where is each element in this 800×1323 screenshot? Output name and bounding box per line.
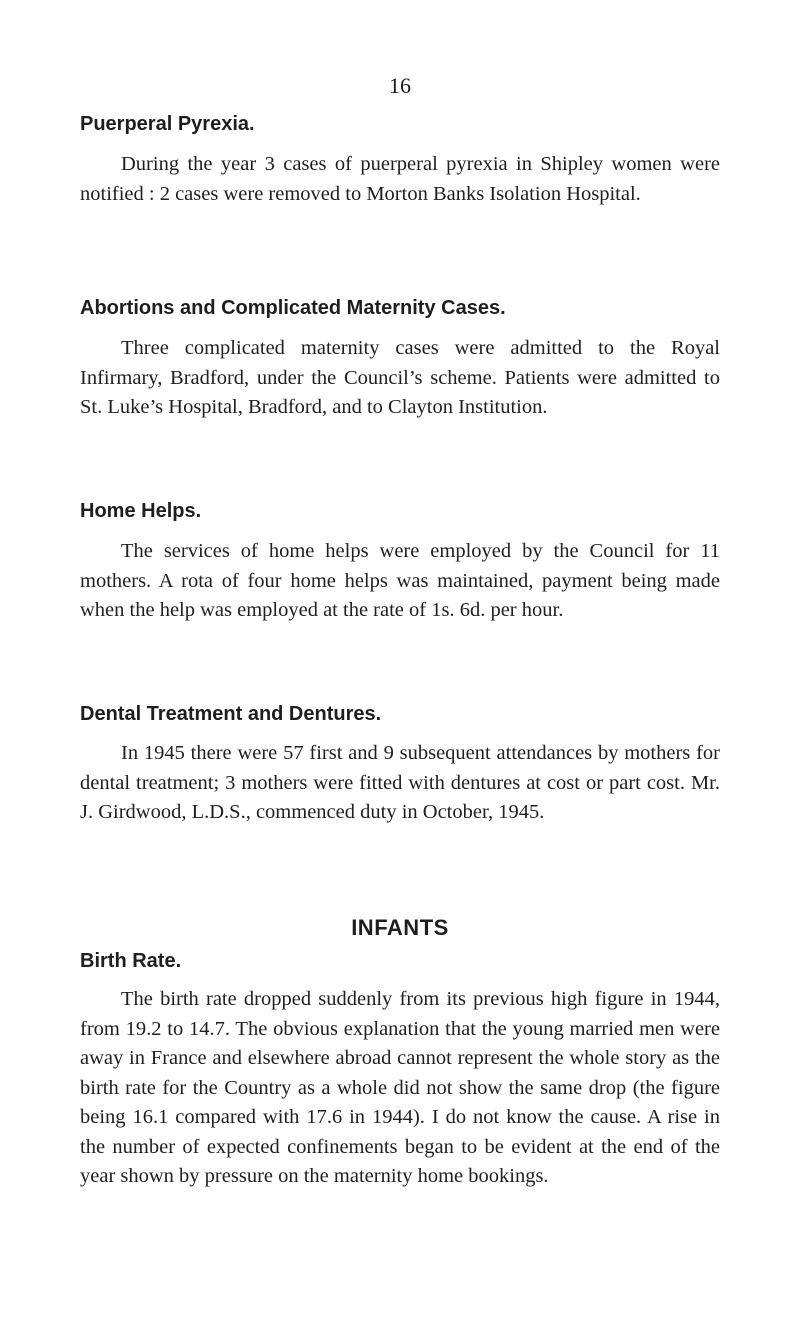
heading-puerperal-pyrexia: Puerperal Pyrexia. [80, 113, 255, 135]
heading-dental-treatment: Dental Treatment and Dentures. [80, 703, 382, 725]
paragraph-puerperal-pyrexia: During the year 3 cases of puerperal pyrexia in Shipley women were notified : 2 cases were removed to Morton Banks Isolation Hospital. [80, 153, 720, 205]
paragraph-birth-rate: The birth rate dropped suddenly from its previous high figure in 1944, from 19.2 to 14.7. The obvious explanation that the young married men were away in France and elsewhere abroad cannot represent the whole story as the birth rate for the Country as a whole did not show the same drop (the figure being 16.1 compared with 17.6 in 1944). I do not know the cause. A rise in the number of expected confinements began to be evident at the end of the year shown by pressure on the maternity home bookings. [80, 988, 720, 1187]
page-number: 16 [389, 73, 411, 98]
paragraph-dental-treatment: In 1945 there were 57 first and 9 subsequent attendances by mothers for dental treatment; 3 mothers were fitted with dentures at cost or part cost. Mr. J. Girdwood, L.D.S., commenced duty in October, 1945. [80, 742, 720, 823]
paragraph-home-helps: The services of home helps were employed by the Council for 11 mothers. A rota of four home helps was maintained, payment being made when the help was employed at the rate of 1s. 6d. per hour. [80, 540, 720, 621]
heading-abortions-complicated-maternity: Abortions and Complicated Maternity Cases. [80, 297, 506, 319]
heading-home-helps: Home Helps. [80, 500, 202, 522]
section-title-infants: INFANTS [351, 915, 449, 940]
paragraph-abortions-complicated-maternity: Three complicated maternity cases were admitted to the Royal Infirmary, Bradford, under the Council’s scheme. Patients were admitted to St. Luke’s Hospital, Bradford, and to Clayton Institution. [80, 337, 720, 418]
heading-birth-rate: Birth Rate. [80, 950, 182, 972]
